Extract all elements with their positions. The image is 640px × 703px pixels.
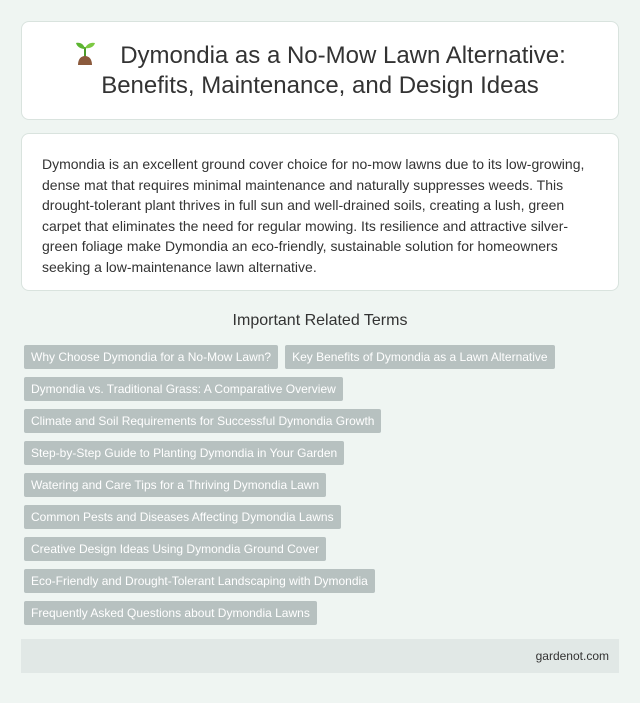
related-term-tag[interactable]: Climate and Soil Requirements for Successful Dymondia Growth [24, 409, 381, 433]
term-row [24, 537, 624, 569]
related-term-tag[interactable]: Common Pests and Diseases Affecting Dymondia Lawns [24, 505, 341, 529]
related-term-tag[interactable]: Watering and Care Tips for a Thriving Dymondia Lawn [24, 473, 326, 497]
term-row [24, 473, 624, 505]
footer-site-link[interactable]: gardenot.com [535, 649, 609, 663]
related-term-tag[interactable]: Why Choose Dymondia for a No-Mow Lawn? [24, 345, 278, 369]
related-terms-list [24, 345, 624, 633]
term-row [24, 569, 624, 601]
related-term-tag[interactable]: Eco-Friendly and Drought-Tolerant Landscaping with Dymondia [24, 569, 375, 593]
term-row [24, 345, 624, 377]
term-row [24, 409, 624, 441]
page-title-wrap [70, 40, 570, 101]
related-term-tag[interactable]: Key Benefits of Dymondia as a Lawn Alternative [285, 345, 554, 369]
related-terms-heading: Important Related Terms [232, 312, 408, 329]
term-row [24, 377, 624, 409]
sprout-icon [74, 40, 96, 66]
term-row [24, 505, 624, 537]
description-card [21, 133, 619, 291]
term-row [24, 441, 624, 473]
related-term-tag[interactable]: Frequently Asked Questions about Dymondia Lawns [24, 601, 317, 625]
term-row [24, 601, 624, 633]
description-text: Dymondia is an excellent ground cover choice for no-mow lawns due to its low-growing, dense mat that requires minimal maintenance and naturally suppresses weeds. This drought-tolerant plant thrives in full sun and well-drained soils, creating a lush, green carpet that eliminates the need for regular mowing. Its resilience and attractive silver-green foliage make Dymondia an eco-friendly, sustainable solution for homeowners seeking a low-maintenance lawn alternative. [42, 156, 585, 275]
footer [21, 639, 619, 673]
related-term-tag[interactable]: Step-by-Step Guide to Planting Dymondia in Your Garden [24, 441, 344, 465]
page-title: Dymondia as a No-Mow Lawn Alternative: Benefits, Maintenance, and Design Ideas [101, 42, 566, 99]
related-term-tag[interactable]: Dymondia vs. Traditional Grass: A Comparative Overview [24, 377, 343, 401]
title-card [21, 21, 619, 120]
related-term-tag[interactable]: Creative Design Ideas Using Dymondia Ground Cover [24, 537, 326, 561]
